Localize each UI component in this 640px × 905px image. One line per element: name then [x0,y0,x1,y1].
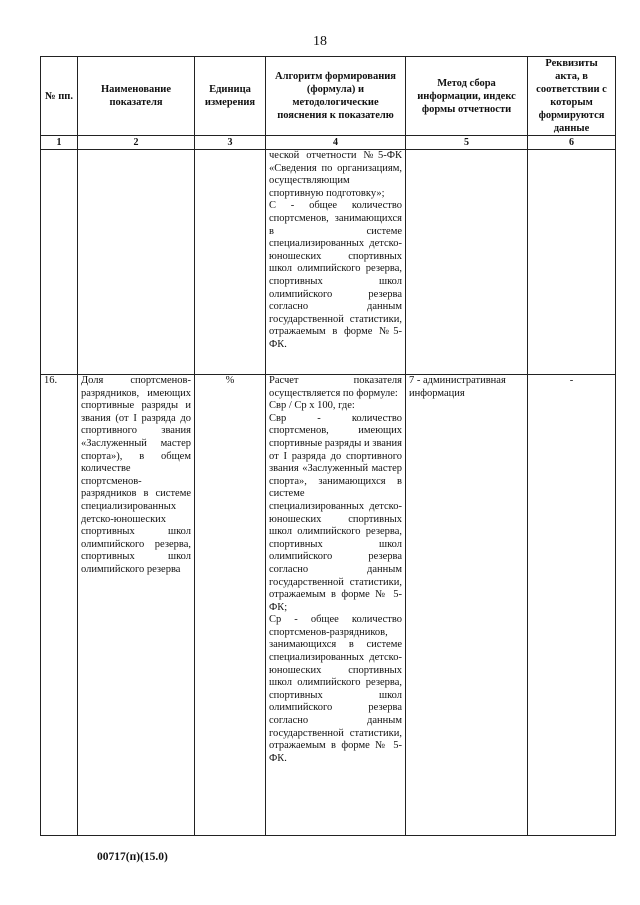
algorithm-paragraph: Расчет показателя осуществляется по формуле: [269,375,402,399]
cell-algorithm [266,150,406,375]
column-number: 3 [195,136,266,150]
table-row-continuation [41,150,616,375]
algorithm-paragraph: ческой отчетности №5-ФК «Сведения по организациям, осуществляющим спортивную подготовку»; [269,150,402,199]
column-number-row [41,136,616,150]
column-number: 2 [78,136,195,150]
cell-name [78,150,195,375]
cell-unit [195,150,266,375]
algorithm-paragraph: Свр - количество спортсменов, имеющих спортивные разряды и звания от I разряда до спортивного звания «Заслуженный мастер спорта», занимающихся в системе специализированных детско-юношеских спортивных школ олимпийского резерва, спортивных школ олимпийского резерва согласно данным государственной статистики, отражаемым в форме № 5-ФК; [269,412,402,613]
cell-name: Доля спортсменов-разрядников, имеющих спортивные разряды и звания (от I разряда до спортивного звания «Заслуженный мастер спорта»), в общем количестве спортсменов-разрядников в системе специализированных детско-юношеских спортивных школ олимпийского резерва, спортивных школ олимпийского резерва [78,375,195,836]
cell-algorithm [266,375,406,836]
algorithm-paragraph: Свр / Ср х 100, где: [269,400,355,412]
page-number: 18 [313,34,327,49]
algorithm-paragraph: Ср - общее количество спортсменов-разрядников, занимающихся в системе специализированных детско-юношеских спортивных школ олимпийского резерва, спортивных школ олимпийского резерва согласно данным государственной статистики, отражаемым в форме № 5-ФК. [269,614,402,764]
table-row-16 [41,375,616,836]
algorithm-paragraph: С - общее количество спортсменов, занимающихся в системе специализированных детско-юношеских спортивных школ олимпийского резерва, спортивных школ олимпийского резерва согласно данным государственной статистики, отражаемым в форме №5-ФК. [269,200,402,350]
cell-requisites [528,150,616,375]
column-number: 6 [528,136,616,150]
header-method: Метод сбора информации, индекс формы отчетности [406,57,528,136]
header-row [41,57,616,136]
cell-unit: % [195,375,266,836]
header-number: № пп. [41,57,78,136]
header-algorithm: Алгоритм формирования (формула) и методологические пояснения к показателю [266,57,406,136]
column-number: 4 [266,136,406,150]
column-number: 1 [41,136,78,150]
footer-code: 00717(п)(15.0) [97,851,168,863]
header-name: Наименование показателя [78,57,195,136]
cell-requisites: - [528,375,616,836]
cell-method: 7 - административная информация [406,375,528,836]
header-unit: Единица измерения [195,57,266,136]
cell-method [406,150,528,375]
indicators-table [40,56,616,836]
column-number: 5 [406,136,528,150]
cell-number [41,150,78,375]
header-requisites: Реквизиты акта, в соответствии с которым формируются данные [528,57,616,136]
cell-number: 16. [41,375,78,836]
